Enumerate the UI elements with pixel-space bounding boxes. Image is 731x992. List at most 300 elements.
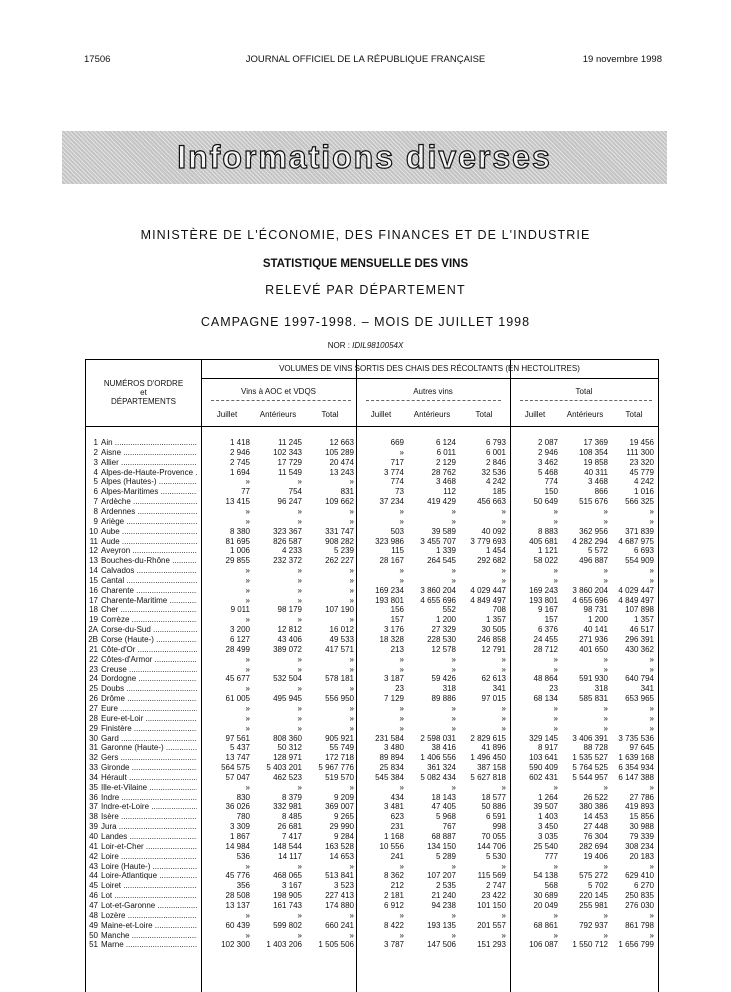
subheader-juillet: Juillet <box>370 410 392 419</box>
total-anterieurs: 3 860 204 <box>572 585 608 595</box>
dept-number: 30 <box>89 733 98 743</box>
autres-anterieurs: 5 968 <box>435 812 456 822</box>
total-juillet: 24 455 <box>533 635 558 644</box>
subheader-anterieurs: Antérieurs <box>413 410 451 419</box>
total-total: 15 856 <box>629 812 654 822</box>
total-anterieurs: 19 858 <box>583 457 608 467</box>
total-anterieurs: » <box>603 910 608 920</box>
table-row <box>86 724 658 734</box>
total-total: 23 320 <box>629 457 654 467</box>
total-total: 566 325 <box>625 497 654 507</box>
aoc-total: 9 265 <box>333 812 354 822</box>
aoc-anterieurs: 599 802 <box>273 920 302 930</box>
total-anterieurs: 5 702 <box>587 881 608 891</box>
aoc-total: » <box>349 615 354 625</box>
table-row <box>86 615 658 625</box>
dept-name: Ardèche ..... <box>101 497 197 507</box>
nor-reference <box>0 341 731 350</box>
row-header-line-3: DÉPARTEMENTS <box>110 397 177 406</box>
dept-number: 15 <box>89 575 98 585</box>
autres-anterieurs: 21 240 <box>431 891 456 901</box>
table-row <box>86 743 658 753</box>
total-anterieurs: 282 694 <box>579 841 608 851</box>
journal-title: JOURNAL OFFICIEL DE LA RÉPUBLIQUE FRANÇAISE <box>245 54 486 65</box>
dept-name: Dordogne ..... <box>101 674 197 684</box>
autres-anterieurs: » <box>451 575 456 585</box>
total-total: 6 354 934 <box>618 763 654 773</box>
aoc-anterieurs: 332 981 <box>273 802 302 812</box>
table-row <box>86 674 658 684</box>
dept-name: Alpes-de-Haute-Provence ..... <box>101 468 197 478</box>
aoc-juillet: » <box>245 477 250 487</box>
total-total: » <box>649 506 654 516</box>
autres-total: 115 569 <box>477 871 506 881</box>
aoc-anterieurs: 532 504 <box>273 674 302 684</box>
autres-anterieurs: 419 429 <box>427 497 456 507</box>
autres-juillet: » <box>399 575 404 585</box>
total-total: 46 517 <box>629 625 654 635</box>
table-row <box>86 763 658 773</box>
autres-total: 1 454 <box>485 546 506 556</box>
aoc-anterieurs: 826 587 <box>273 536 302 546</box>
aoc-total: 908 282 <box>325 536 354 546</box>
dept-number: 2B <box>88 635 98 644</box>
aoc-total: 513 841 <box>325 871 354 881</box>
aoc-total: 262 227 <box>325 556 354 566</box>
dept-number: 22 <box>89 654 98 664</box>
aoc-total: 16 012 <box>329 625 354 635</box>
total-juillet: » <box>553 703 558 713</box>
total-anterieurs: 14 453 <box>583 812 608 822</box>
table-row <box>86 753 658 763</box>
dept-name: Ardennes ..... <box>101 507 197 517</box>
aoc-juillet: » <box>245 575 250 585</box>
total-anterieurs: 5 544 957 <box>572 772 608 782</box>
total-anterieurs: » <box>603 516 608 526</box>
aoc-anterieurs: 468 065 <box>273 871 302 881</box>
autres-anterieurs: » <box>451 703 456 713</box>
dept-number: 47 <box>89 900 98 910</box>
total-juillet: 8 883 <box>537 526 558 536</box>
total-anterieurs: 19 406 <box>583 851 608 861</box>
autres-total: 185 <box>492 487 506 497</box>
dept-number: 19 <box>89 615 98 625</box>
total-total: 1 016 <box>633 487 654 497</box>
aoc-juillet: 29 855 <box>225 556 250 566</box>
total-juillet: 9 167 <box>537 605 558 615</box>
table-row <box>86 911 658 921</box>
aoc-juillet: 3 309 <box>229 822 250 832</box>
dept-number: 38 <box>89 812 98 822</box>
total-anterieurs: 792 937 <box>579 920 608 930</box>
dept-name: Maine-et-Loire ..... <box>101 921 197 931</box>
total-total: 19 456 <box>629 438 654 447</box>
aoc-total: 3 523 <box>333 881 354 891</box>
aoc-anterieurs: 389 072 <box>273 644 302 654</box>
table-row <box>86 507 658 517</box>
aoc-juillet: 1 418 <box>229 438 250 447</box>
dept-name: Drôme ..... <box>101 694 197 704</box>
aoc-juillet: 830 <box>236 792 250 802</box>
autres-anterieurs: » <box>451 713 456 723</box>
total-total: 1 639 168 <box>618 753 654 763</box>
autres-total: 144 706 <box>477 841 506 851</box>
dept-name: Loir-et-Cher ..... <box>101 842 197 852</box>
aoc-anterieurs: 5 403 201 <box>266 763 302 773</box>
total-juillet: 50 649 <box>533 497 558 507</box>
autres-anterieurs: 767 <box>442 822 456 832</box>
autres-juillet: 25 834 <box>379 763 404 773</box>
total-anterieurs: » <box>603 566 608 576</box>
dept-number: 25 <box>89 684 98 694</box>
aoc-juillet: 3 200 <box>229 625 250 635</box>
total-juillet: 5 468 <box>537 467 558 477</box>
total-anterieurs: 26 522 <box>583 792 608 802</box>
table-row <box>86 891 658 901</box>
total-anterieurs: » <box>603 506 608 516</box>
total-juillet: 30 689 <box>533 891 558 901</box>
table-row <box>86 537 658 547</box>
aoc-total: » <box>349 723 354 733</box>
autres-total: » <box>501 566 506 576</box>
autres-juillet: 545 384 <box>375 772 404 782</box>
total-juillet: 329 145 <box>529 733 558 743</box>
dept-name: Gard ..... <box>101 734 197 744</box>
autres-anterieurs: 6 011 <box>436 447 456 457</box>
dept-name: Aube ..... <box>101 527 197 537</box>
table-row <box>86 635 658 645</box>
aoc-anterieurs: » <box>297 861 302 871</box>
total-total: » <box>649 782 654 792</box>
table-row <box>86 822 658 832</box>
total-juillet: 150 <box>544 487 558 497</box>
autres-juillet: 3 481 <box>383 802 404 812</box>
aoc-juillet: 2 745 <box>229 457 250 467</box>
total-anterieurs: 5 764 525 <box>572 763 608 773</box>
autres-total: 4 029 447 <box>470 585 506 595</box>
aoc-total: 660 241 <box>325 920 354 930</box>
aoc-anterieurs: » <box>297 782 302 792</box>
dept-name: Ariège ..... <box>101 517 197 527</box>
autres-juillet: » <box>399 654 404 664</box>
total-total: » <box>649 930 654 940</box>
autres-total: 40 092 <box>481 526 506 536</box>
table-row <box>86 527 658 537</box>
total-anterieurs: 27 448 <box>583 822 608 832</box>
dept-number: 26 <box>89 694 98 704</box>
aoc-juillet: 2 946 <box>229 447 250 457</box>
total-anterieurs: 380 386 <box>579 802 608 812</box>
aoc-juillet: » <box>245 664 250 674</box>
autres-juillet: » <box>399 723 404 733</box>
autres-anterieurs: 552 <box>442 605 456 615</box>
aoc-total: 13 243 <box>329 467 354 477</box>
autres-anterieurs: 3 455 707 <box>420 536 456 546</box>
aoc-juillet: » <box>245 782 250 792</box>
aoc-juillet: 780 <box>236 812 250 822</box>
autres-juillet: 18 328 <box>379 635 404 644</box>
table-row <box>86 665 658 675</box>
total-total: 308 234 <box>625 841 654 851</box>
autres-total: 292 682 <box>477 556 506 566</box>
autres-anterieurs: 2 535 <box>435 881 456 891</box>
aoc-anterieurs: » <box>297 615 302 625</box>
aoc-total: 1 505 506 <box>318 940 354 950</box>
total-anterieurs: » <box>603 861 608 871</box>
autres-anterieurs: 147 506 <box>427 940 456 950</box>
dept-number: 34 <box>89 772 98 782</box>
autres-total: 151 293 <box>477 940 506 950</box>
autres-juillet: » <box>399 930 404 940</box>
statistique-heading: STATISTIQUE MENSUELLE DES VINS <box>262 258 469 270</box>
aoc-total: 578 181 <box>325 674 354 684</box>
aoc-total: » <box>349 930 354 940</box>
autres-anterieurs: 27 329 <box>431 625 456 635</box>
autres-anterieurs: 1 339 <box>435 546 456 556</box>
total-total: 27 786 <box>629 792 654 802</box>
wine-statistics-table <box>85 359 659 992</box>
autres-juillet: 213 <box>390 644 404 654</box>
autres-anterieurs: » <box>451 516 456 526</box>
total-total: 4 849 497 <box>618 595 654 605</box>
autres-juillet: 10 556 <box>379 841 404 851</box>
table-row <box>86 881 658 891</box>
dept-number: 27 <box>89 703 98 713</box>
total-anterieurs: 40 141 <box>583 625 608 635</box>
total-juillet: 2 946 <box>537 447 558 457</box>
aoc-anterieurs: 754 <box>288 487 302 497</box>
autres-anterieurs: 3 468 <box>435 477 456 487</box>
total-juillet: 23 <box>549 684 558 694</box>
dept-name: Corrèze ..... <box>101 615 197 625</box>
autres-total: 246 858 <box>477 635 506 644</box>
table-row <box>86 921 658 931</box>
dept-name: Manche ..... <box>101 931 197 941</box>
dept-name: Cher ..... <box>101 605 197 615</box>
autres-total: » <box>501 516 506 526</box>
autres-juillet: 73 <box>395 487 404 497</box>
autres-anterieurs: 193 135 <box>427 920 456 930</box>
dept-number: 2A <box>88 625 98 635</box>
aoc-total: 831 <box>340 487 354 497</box>
aoc-anterieurs: 462 523 <box>273 772 302 782</box>
total-total: 107 898 <box>625 605 654 615</box>
aoc-total: » <box>349 477 354 487</box>
total-juillet: 405 681 <box>529 536 558 546</box>
aoc-juillet: » <box>245 684 250 694</box>
autres-total: 12 791 <box>481 644 506 654</box>
dept-number: 43 <box>89 861 98 871</box>
aoc-juillet: 81 695 <box>225 536 250 546</box>
aoc-anterieurs: 43 406 <box>277 635 302 644</box>
total-total: 4 029 447 <box>618 585 654 595</box>
dept-number: 3 <box>93 457 98 467</box>
dept-number: 31 <box>89 743 98 753</box>
total-juillet: 68 134 <box>533 694 558 704</box>
dept-name: Indre-et-Loire ..... <box>101 802 197 812</box>
aoc-juillet: » <box>245 713 250 723</box>
aoc-juillet: » <box>245 654 250 664</box>
autres-juillet: 8 362 <box>383 871 404 881</box>
table-row <box>86 487 658 497</box>
total-total: 97 645 <box>629 743 654 753</box>
section-banner <box>62 131 667 184</box>
table-row <box>86 793 658 803</box>
autres-anterieurs: » <box>451 506 456 516</box>
autres-juillet: 23 <box>395 684 404 694</box>
aoc-anterieurs: » <box>297 516 302 526</box>
dept-number: 40 <box>89 832 98 841</box>
autres-total: 62 613 <box>481 674 506 684</box>
autres-total: 23 422 <box>481 891 506 901</box>
total-juillet: 590 409 <box>529 763 558 773</box>
dept-number: 51 <box>89 940 98 950</box>
total-total: » <box>649 654 654 664</box>
table-row <box>86 605 658 615</box>
dept-number: 4 <box>93 467 98 477</box>
dept-number: 46 <box>89 891 98 901</box>
autres-juillet: 623 <box>390 812 404 822</box>
autres-juillet: 3 787 <box>383 940 404 950</box>
table-row <box>86 694 658 704</box>
total-anterieurs: 866 <box>594 487 608 497</box>
total-juillet: » <box>553 723 558 733</box>
autres-anterieurs: 1 406 556 <box>420 753 456 763</box>
total-juillet: 6 376 <box>537 625 558 635</box>
total-juillet: » <box>553 575 558 585</box>
group-header-aoc: Vins à AOC et VDQS <box>241 387 316 396</box>
autres-anterieurs: 18 143 <box>431 792 456 802</box>
dept-number: 7 <box>93 497 98 507</box>
dept-number: 45 <box>89 881 98 891</box>
autres-anterieurs: 5 082 434 <box>420 772 456 782</box>
total-anterieurs: 40 311 <box>584 467 608 477</box>
autres-juillet: 3 176 <box>383 625 404 635</box>
total-total: 20 183 <box>629 851 654 861</box>
table-row <box>86 783 658 793</box>
total-anterieurs: 88 728 <box>583 743 608 753</box>
autres-anterieurs: 107 207 <box>427 871 456 881</box>
aoc-juillet: » <box>245 585 250 595</box>
aoc-total: » <box>349 703 354 713</box>
autres-juillet: 1 168 <box>383 832 404 841</box>
total-juillet: 3 035 <box>537 832 558 841</box>
subheader-total: Total <box>625 410 643 419</box>
aoc-total: » <box>349 664 354 674</box>
aoc-juillet: » <box>245 615 250 625</box>
aoc-anterieurs: » <box>297 506 302 516</box>
aoc-total: » <box>349 506 354 516</box>
total-juillet: 58 022 <box>533 556 558 566</box>
table-row <box>86 931 658 941</box>
autres-juillet: » <box>399 664 404 674</box>
aoc-total: 105 289 <box>325 447 354 457</box>
aoc-total: » <box>349 861 354 871</box>
aoc-total: 174 880 <box>325 900 354 910</box>
autres-total: » <box>501 910 506 920</box>
aoc-juillet: 1 006 <box>229 546 250 556</box>
dept-number: 8 <box>93 506 98 516</box>
dept-number: 1 <box>93 438 98 447</box>
total-anterieurs: » <box>603 723 608 733</box>
dept-number: 44 <box>89 871 98 881</box>
total-juillet: » <box>553 664 558 674</box>
autres-anterieurs: 318 <box>442 684 456 694</box>
aoc-juillet: 8 380 <box>229 526 250 536</box>
dept-number: 24 <box>89 674 98 684</box>
total-juillet: 774 <box>544 477 558 487</box>
total-anterieurs: » <box>603 782 608 792</box>
total-total: » <box>649 664 654 674</box>
table-row <box>86 714 658 724</box>
total-total: 629 410 <box>625 871 654 881</box>
aoc-juillet: 9 011 <box>230 605 250 615</box>
autres-anterieurs: 47 405 <box>431 802 456 812</box>
dept-name: Alpes-Maritimes ..... <box>101 487 197 497</box>
aoc-juillet: » <box>245 595 250 605</box>
table-row <box>86 497 658 507</box>
aoc-juillet: 13 415 <box>225 497 250 507</box>
aoc-anterieurs: » <box>297 910 302 920</box>
autres-juillet: 3 480 <box>383 743 404 753</box>
subheader-juillet: Juillet <box>524 410 546 419</box>
table-row <box>86 862 658 872</box>
subheader-anterieurs: Antérieurs <box>566 410 604 419</box>
total-juillet: » <box>553 910 558 920</box>
dept-name: Côte-d'Or ..... <box>101 645 197 655</box>
dept-number: 13 <box>89 556 98 566</box>
autres-anterieurs: 38 416 <box>431 743 456 753</box>
total-total: 79 339 <box>629 832 654 841</box>
total-juillet: 20 049 <box>533 900 558 910</box>
autres-anterieurs: » <box>451 910 456 920</box>
aoc-total: » <box>349 684 354 694</box>
aoc-total: 5 239 <box>333 546 354 556</box>
dept-name: Jura ..... <box>101 822 197 832</box>
autres-anterieurs: 134 150 <box>427 841 456 851</box>
dept-number: 23 <box>89 664 98 674</box>
total-total: » <box>649 713 654 723</box>
row-header-line-1: NUMÉROS D'ORDRE <box>103 379 184 388</box>
autres-anterieurs: 4 655 696 <box>420 595 456 605</box>
autres-juillet: » <box>399 516 404 526</box>
autres-juillet: 3 187 <box>383 674 404 684</box>
aoc-juillet: 102 300 <box>221 940 250 950</box>
aoc-total: 14 653 <box>329 851 354 861</box>
total-total: » <box>649 703 654 713</box>
autres-total: 70 055 <box>481 832 506 841</box>
aoc-anterieurs: » <box>297 654 302 664</box>
dept-name: Corse-du-Sud ..... <box>101 625 197 635</box>
releve-heading: RELEVÉ PAR DÉPARTEMENT <box>265 283 466 297</box>
dept-number: 18 <box>89 605 98 615</box>
aoc-anterieurs: 8 485 <box>281 812 302 822</box>
banner-title: Informations diverses <box>177 139 552 175</box>
table-row <box>86 586 658 596</box>
total-anterieurs: » <box>603 664 608 674</box>
total-anterieurs: » <box>603 575 608 585</box>
table-row <box>86 576 658 586</box>
total-anterieurs: 1 550 712 <box>572 940 608 950</box>
autres-juillet: 3 774 <box>383 467 404 477</box>
group-header-total: Total <box>575 387 593 396</box>
aoc-anterieurs: 198 905 <box>273 891 302 901</box>
aoc-anterieurs: 323 367 <box>273 526 302 536</box>
total-juillet: 8 917 <box>537 743 558 753</box>
aoc-total: 556 950 <box>325 694 354 704</box>
autres-anterieurs: 5 289 <box>435 851 456 861</box>
aoc-total: 49 533 <box>329 635 354 644</box>
